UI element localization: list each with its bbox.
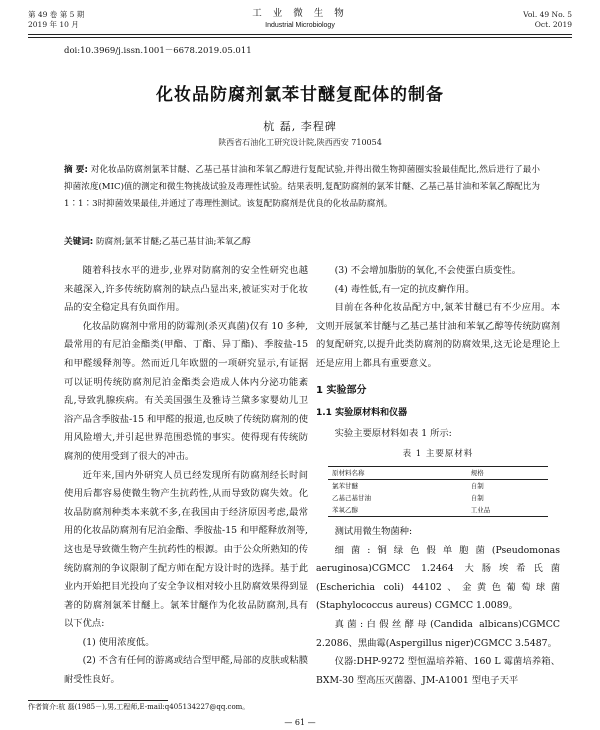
table-cell: 氯苯甘醚 bbox=[332, 481, 358, 490]
right-column bbox=[316, 262, 560, 690]
affiliation: 陕西省石油化工研究设计院,陕西西安 710054 bbox=[218, 138, 382, 147]
list-item: (2) 不含有任何的游离或结合型甲醛,局部的皮肤或粘膜耐受性良好。 bbox=[64, 655, 308, 686]
paragraph: 细菌:铜绿色假单胞菌(Pseudomonas aeruginosa)CGMCC 1.2464 大肠埃希氏菌(Escherichia coli) 44102、金黄色葡萄球菌(Staphylococcus aureus) CGMCC 1.0089。 bbox=[316, 544, 560, 612]
header-rule bbox=[28, 34, 572, 35]
journal-name-cn: 工 业 微 生 物 bbox=[252, 8, 348, 19]
keywords-label: 关键词: bbox=[64, 237, 94, 247]
paragraph: 化妆品防腐剂中常用的防霉剂(杀灭真菌)仅有 10 多种,最常用的有尼泊金酯类(甲酯、丁酯、异丁酯)、季胺盐-15 和甲醛缓释剂等。然而近几年欧盟的一项研究显示,有证据可以证明传统防腐剂尼泊金酯类会造成人体内分泌功能紊乱,导致乳腺疾病。有关美国强生及雅诗兰黛多家婴幼儿卫浴产品含季胺盐-15 和甲醛的报道,也反映了传统防腐剂的使用风险增大,并引起世界范围恐慌的事实。使得现有传统防腐剂的使用受到了很大的冲击。 bbox=[64, 320, 309, 462]
paragraph: 测试用微生物菌种: bbox=[334, 525, 413, 537]
abstract bbox=[64, 162, 540, 213]
table-row bbox=[328, 479, 548, 492]
keywords bbox=[64, 235, 540, 247]
table-cell: 自制 bbox=[470, 493, 484, 502]
list-item: (4) 毒性低,有一定的抗皮癣作用。 bbox=[334, 283, 475, 295]
table-row bbox=[328, 504, 548, 517]
paragraph: 近年来,国内外研究人员已经发现所有防腐剂经长时间使用后都容易使微生物产生抗药性,从而导致防腐失效。化妆品防腐剂种类本来就不多,在我国由于经济原因考虑,最常用的化妆品防腐剂有尼泊金酯、季胺盐-15 和甲醛释放剂等,这也是导致微生物产生抗药性的根源。由于公众所熟知的传统防腐剂的争议限制了配方师在配方设计时的选择。基于此业内开始把目光投向了安全争议相对较小且防腐效果得到显著的防腐剂氯苯甘醚上。氯苯甘醚作为化妆品防腐剂,具有以下优点: bbox=[64, 469, 309, 630]
paragraph: 随着科技水平的进步,业界对防腐剂的安全性研究也越来越深入,许多传统防腐剂的缺点凸显出来,被证实对于化妆品的安全稳定具有负面作用。 bbox=[64, 265, 308, 314]
table-header: 规格 bbox=[467, 466, 548, 479]
table-cell: 苯氧乙醇 bbox=[328, 504, 467, 517]
section-heading: 1 实验部分 bbox=[316, 384, 367, 396]
header-date-en: Oct. 2019 bbox=[534, 20, 572, 29]
list-item: (3) 不会增加脂肪的氧化,不会使蛋白质变性。 bbox=[334, 265, 522, 276]
table-header: 原材料名称 bbox=[328, 466, 467, 479]
abstract-text: 对化妆品防腐剂氯苯甘醚、乙基己基甘油和苯氧乙醇进行复配试验,并得出微生物抑菌圈实验最佳配比,然后进行了最小抑菌浓度(MIC)值的测定和微生物挑战试验及毒理性试验。结果表明,复配防腐剂的氯苯甘醚、乙基己基甘油和苯氧乙醇配比为 1∶1∶3时抑菌效果最佳,并通过了毒理性测试。该复配防腐剂是优良的化妆品防腐剂。 bbox=[64, 165, 540, 209]
journal-name-en: Industrial Microbiology bbox=[265, 22, 335, 29]
table-cell: 乙基己基甘油 bbox=[332, 493, 371, 502]
page-number: — 61 — bbox=[284, 718, 316, 727]
paragraph: 实验主要原材料如表 1 所示: bbox=[334, 427, 452, 439]
paragraph: 仪器:DHP-9272 型恒温培养箱、160 L 霉菌培养箱、BXM-30 型高压灭菌器、JM-A1001 型电子天平 bbox=[316, 656, 560, 686]
journal-name bbox=[0, 8, 600, 32]
abstract-label: 摘 要: bbox=[64, 165, 88, 175]
header-vol-no-en: Vol. 49 No. 5 bbox=[523, 10, 572, 19]
table-cell: 自制 bbox=[470, 481, 484, 490]
list-item: (1) 使用浓度低。 bbox=[82, 636, 155, 648]
footnote: 作者简介:杭 磊(1985－),男,工程师,E-mail:q405134227@qq.com。 bbox=[28, 703, 250, 711]
table-row bbox=[328, 492, 548, 504]
header-volume-cn: 第 49 卷 第 5 期 bbox=[28, 10, 85, 19]
authors: 杭 磊, 李程碑 bbox=[263, 120, 337, 133]
table-header-row bbox=[328, 466, 548, 479]
doi: doi:10.3969/j.issn.1001－6678.2019.05.011 bbox=[64, 46, 252, 56]
materials-table bbox=[328, 466, 548, 517]
header-date-cn: 2019 年 10 月 bbox=[28, 20, 79, 29]
table-caption: 表 1 主要原材料 bbox=[402, 449, 474, 460]
subsection-heading: 1.1 实验原材料和仪器 bbox=[316, 408, 408, 419]
page-title: 化妆品防腐剂氯苯甘醚复配体的制备 bbox=[156, 85, 444, 105]
paragraph: 目前在各种化妆品配方中,氯苯甘醚已有不少应用。本文则开展氯苯甘醚与乙基己基甘油和苯氧乙醇等传统防腐剂的复配研究,以提升此类防腐剂的防腐效果,这无论是理论上还是应用上都具有重要意义。 bbox=[316, 302, 560, 369]
left-column bbox=[64, 262, 308, 690]
table-cell: 工业品 bbox=[467, 504, 548, 517]
keywords-text: 防腐剂;氯苯甘醚;乙基己基甘油;苯氧乙醇 bbox=[95, 237, 251, 247]
footnote-rule bbox=[28, 700, 168, 701]
header-volume-en bbox=[523, 10, 572, 30]
paragraph: 真菌:白假丝酵母(Candida albicans)CGMCC 2.2086、黑曲霉(Aspergillus niger)CGMCC 3.5487。 bbox=[316, 618, 560, 649]
header-rule-thin bbox=[28, 37, 572, 38]
